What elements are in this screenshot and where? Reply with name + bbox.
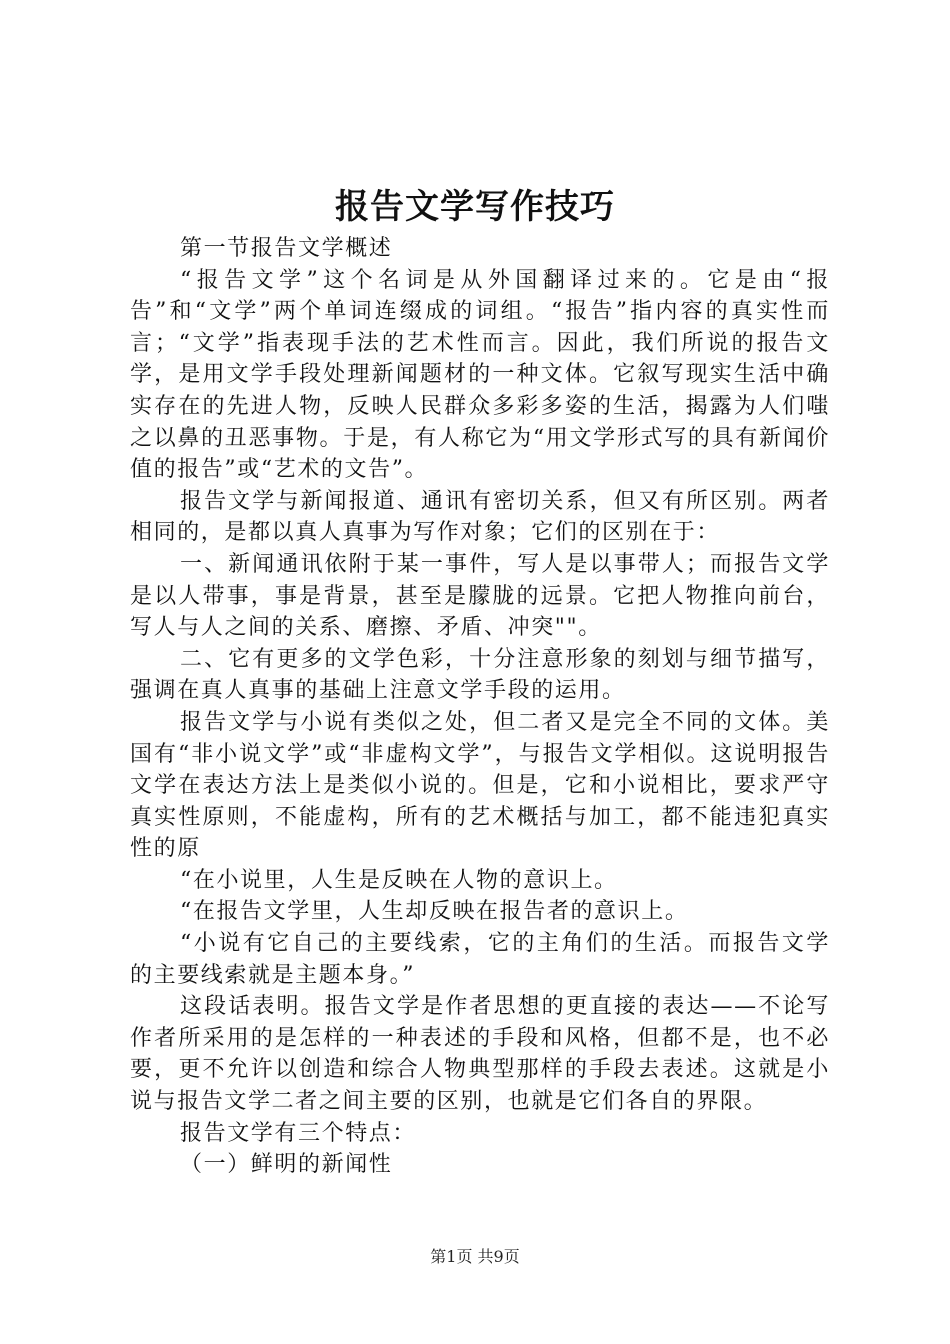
body-paragraph: 一、新闻通讯依附于某一事件，写人是以事带人；而报告文学是以人带事，事是背景，甚至是朦胧的远景。它把人物推向前台，写人与人之间的关系、磨擦、矛盾、冲突""。: [130, 551, 830, 641]
document-title: 报告文学写作技巧: [335, 187, 615, 227]
section-heading: 第一节报告文学概述: [180, 236, 393, 261]
body-paragraph: “报告文学”这个名词是从外国翻译过来的。它是由“报告”和“文学”两个单词连缀成的词组。“报告”指内容的真实性而言；“文学”指表现手法的艺术性而言。因此，我们所说的报告文学，是用文学手段处理新闻题材的一种文体。它叙写现实生活中确实存在的先进人物，反映人民群众多彩多姿的生活，揭露为人们嗤之以鼻的丑恶事物。于是，有人称它为“用文学形式写的具有新闻价值的报告”或“艺术的文告”。: [130, 267, 830, 483]
body-paragraph: 报告文学与小说有类似之处，但二者又是完全不同的文体。美国有“非小说文学”或“非虚构文学”，与报告文学相似。这说明报告文学在表达方法上是类似小说的。但是，它和小说相比，要求严守真实性原则，不能虚构，所有的艺术概括与加工，都不能违犯真实性的原: [130, 709, 830, 862]
body-paragraph: 这段话表明。报告文学是作者思想的更直接的表达——不论写作者所采用的是怎样的一种表述的手段和风格，但都不是，也不必要，更不允许以创造和综合人物典型那样的手段去表述。这就是小说与报告文学二者之间主要的区别，也就是它们各自的界限。: [130, 994, 830, 1115]
quote-paragraph: “在小说里，人生是反映在人物的意识上。: [180, 867, 618, 893]
body-paragraph: 报告文学与新闻报道、通讯有密切关系，但又有所区别。两者相同的，是都以真人真事为写作对象；它们的区别在于：: [130, 488, 830, 546]
page-footer: 第1页 共9页: [430, 1247, 520, 1266]
document-body: [130, 233, 830, 1181]
quote-paragraph: “在报告文学里，人生却反映在报告者的意识上。: [180, 899, 689, 925]
subheading: （一）鲜明的新闻性: [180, 1152, 393, 1178]
quote-paragraph: “小说有它自己的主要线索，它的主角们的生活。而报告文学的主要线索就是主题本身。”: [130, 931, 830, 988]
body-paragraph: 报告文学有三个特点：: [180, 1120, 417, 1146]
body-paragraph: 二、它有更多的文学色彩，十分注意形象的刻划与细节描写，强调在真人真事的基础上注意文学手段的运用。: [130, 646, 830, 704]
